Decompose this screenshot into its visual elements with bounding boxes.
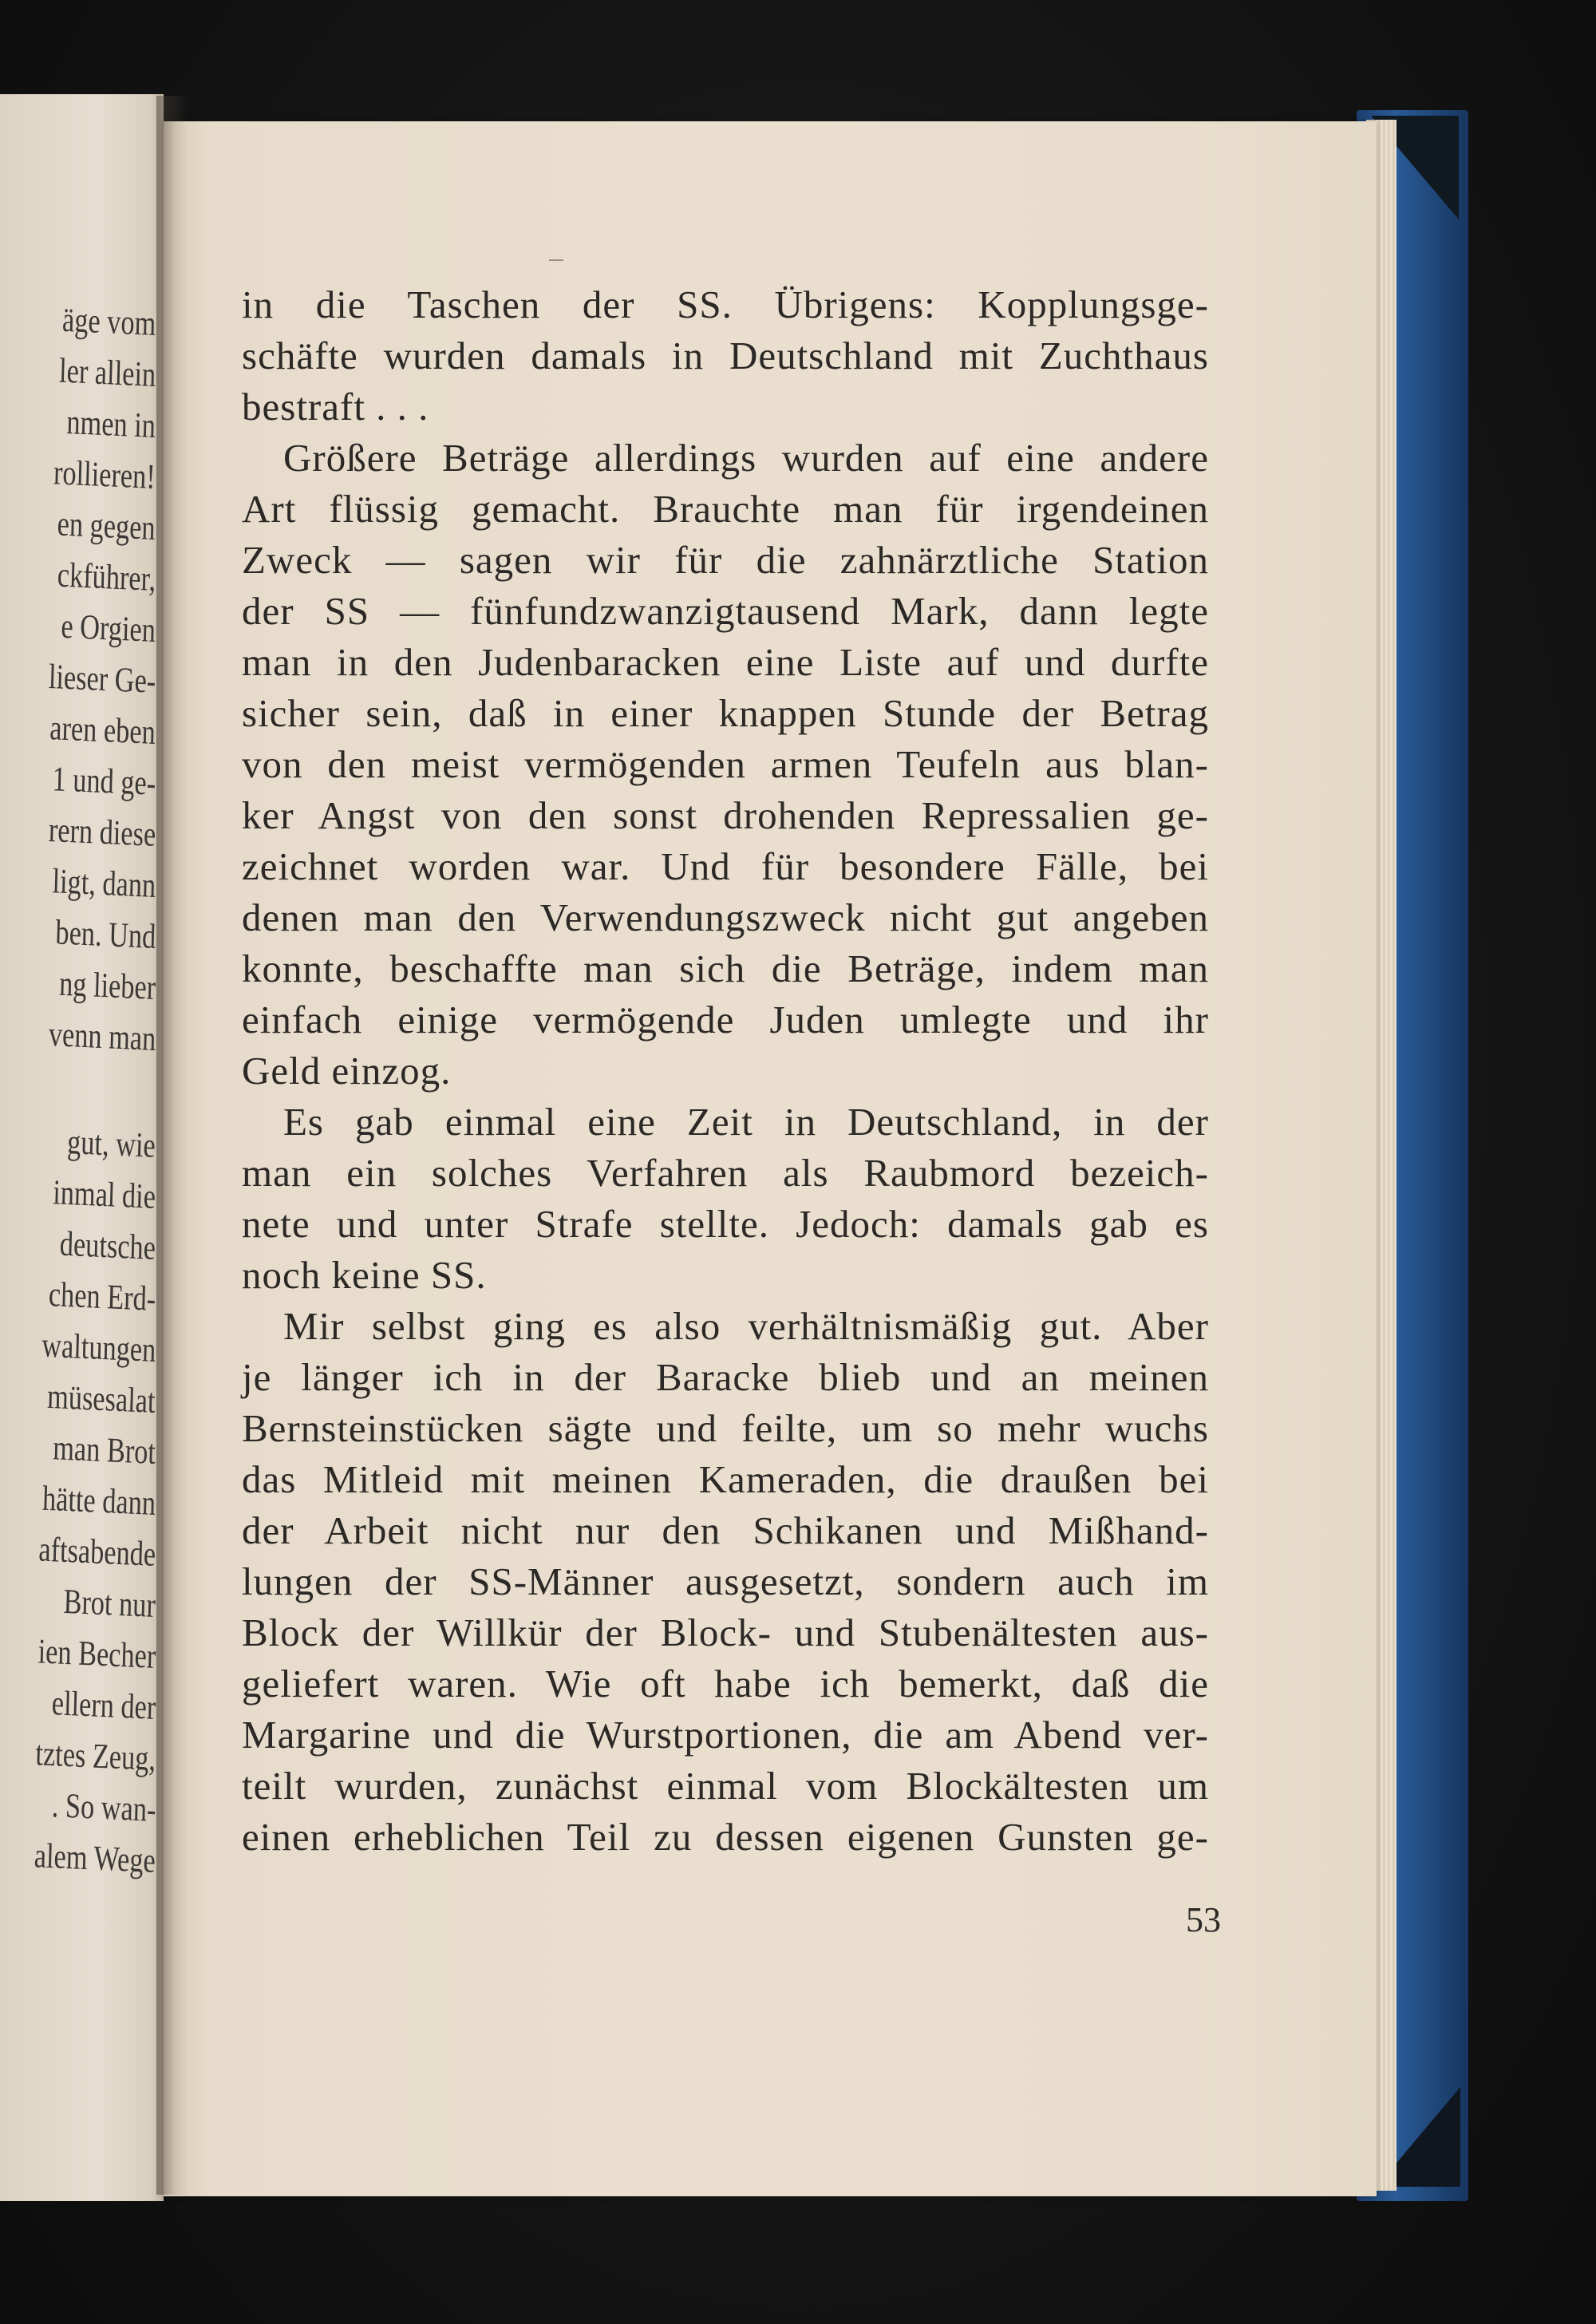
left-page-line: ellern der <box>50 1683 156 1727</box>
left-page-line: aftsabende <box>38 1529 156 1574</box>
text-line: Bernsteinstücken sägte und feilte, um so mehr wuchs <box>242 1406 1209 1450</box>
left-page-line: e Orgien <box>60 606 156 650</box>
left-page-line: rern diese <box>48 810 156 854</box>
text-line: geliefert waren. Wie oft habe ich bemerkt, daß die <box>242 1662 1209 1705</box>
page-body-text <box>242 279 1209 1863</box>
text-line: einfach einige vermögende Juden umlegte und ihr <box>242 998 1209 1041</box>
text-line: man in den Judenbaracken eine Liste auf und durfte <box>242 640 1209 684</box>
text-line: in die Taschen der SS. Übrigens: Kopplungsge- <box>242 283 1209 326</box>
text-line: ker Angst von den sonst drohenden Repressalien ge- <box>242 793 1209 837</box>
left-page-line: ler allein <box>58 350 156 394</box>
gutter-shadow <box>156 96 188 2195</box>
text-line: denen man den Verwendungszweck nicht gut angeben <box>242 895 1209 939</box>
text-line: sicher sein, daß in einer knappen Stunde der Betrag <box>242 691 1209 735</box>
left-page-line: ng lieber <box>58 963 156 1007</box>
text-line: Art flüssig gemacht. Brauchte man für irgendeinen <box>242 487 1209 531</box>
left-page-line: müsesalat <box>47 1376 156 1421</box>
left-page-line: 1 und ge- <box>51 759 156 803</box>
text-line: Block der Willkür der Block- und Stubenältesten aus- <box>242 1611 1209 1654</box>
left-page-line: . So wan- <box>50 1785 156 1829</box>
left-page-line: en gegen <box>57 504 156 547</box>
text-line: bestraft . . . <box>242 385 429 429</box>
text-line: Margarine und die Wurstportionen, die am Abend ver- <box>242 1713 1209 1757</box>
page-mark <box>549 259 563 261</box>
text-line: das Mitleid mit meinen Kameraden, die draußen bei <box>242 1457 1209 1501</box>
text-line: konnte, beschaffte man sich die Beträge, indem man <box>242 947 1209 990</box>
left-page-line: inmal die <box>52 1172 156 1216</box>
left-page-line: venn man <box>48 1014 156 1058</box>
left-page-line: rollieren! <box>53 453 156 496</box>
text-line: schäfte wurden damals in Deutschland mit Zuchthaus <box>242 334 1209 377</box>
left-page-line: aren eben <box>49 708 156 752</box>
text-line: je länger ich in der Baracke blieb und an meinen <box>242 1355 1209 1399</box>
page-number: 53 <box>1186 1900 1221 1939</box>
text-line: der Arbeit nicht nur den Schikanen und Mißhand- <box>242 1508 1209 1552</box>
text-line: einen erheblichen Teil zu dessen eigenen Gunsten ge- <box>242 1815 1209 1859</box>
text-line: teilt wurden, zunächst einmal vom Blockältesten um <box>242 1764 1209 1808</box>
left-page-line: nmen in <box>65 402 156 445</box>
left-page-line: gut, wie <box>66 1122 156 1165</box>
left-page-line: chen Erd- <box>48 1275 156 1318</box>
left-page-line: ben. Und <box>54 912 156 956</box>
text-line: zeichnet worden war. Und für besondere Fälle, bei <box>242 844 1209 888</box>
left-page-line: lieser Ge- <box>48 657 156 701</box>
left-page-line: ligt, dann <box>51 861 156 905</box>
text-line: von den meist vermögenden armen Teufeln aus blan- <box>242 742 1209 786</box>
text-line: Geld einzog. <box>242 1049 452 1093</box>
left-page-line: hätte dann <box>41 1478 156 1523</box>
left-page-line: äge vom <box>61 299 156 343</box>
text-line: Größere Beträge allerdings wurden auf eine andere <box>283 436 1209 480</box>
left-page-line: ckführer, <box>56 555 156 599</box>
text-line: Mir selbst ging es also verhältnismäßig gut. Aber <box>283 1304 1209 1348</box>
text-line: Zweck — sagen wir für die zahnärztliche Station <box>242 538 1209 582</box>
left-page-line: deutsche <box>59 1223 156 1267</box>
left-page-line: alem Wege <box>34 1836 156 1880</box>
left-page-line: waltungen <box>41 1325 156 1370</box>
text-line: noch keine SS. <box>242 1253 487 1297</box>
left-page-line: tztes Zeug, <box>34 1733 156 1778</box>
left-page-line: ien Becher <box>37 1631 156 1676</box>
left-page-line: Brot nur <box>63 1581 156 1625</box>
text-line: nete und unter Strafe stellte. Jedoch: damals gab es <box>242 1202 1209 1246</box>
left-page-line: man Brot <box>52 1428 156 1472</box>
text-line: der SS — fünfundzwanzigtausend Mark, dann legte <box>242 589 1209 633</box>
left-page <box>0 94 164 2201</box>
text-line: lungen der SS-Männer ausgesetzt, sondern auch im <box>242 1559 1209 1603</box>
text-line: man ein solches Verfahren als Raubmord bezeich- <box>242 1151 1209 1195</box>
text-line: Es gab einmal eine Zeit in Deutschland, in der <box>283 1100 1209 1144</box>
